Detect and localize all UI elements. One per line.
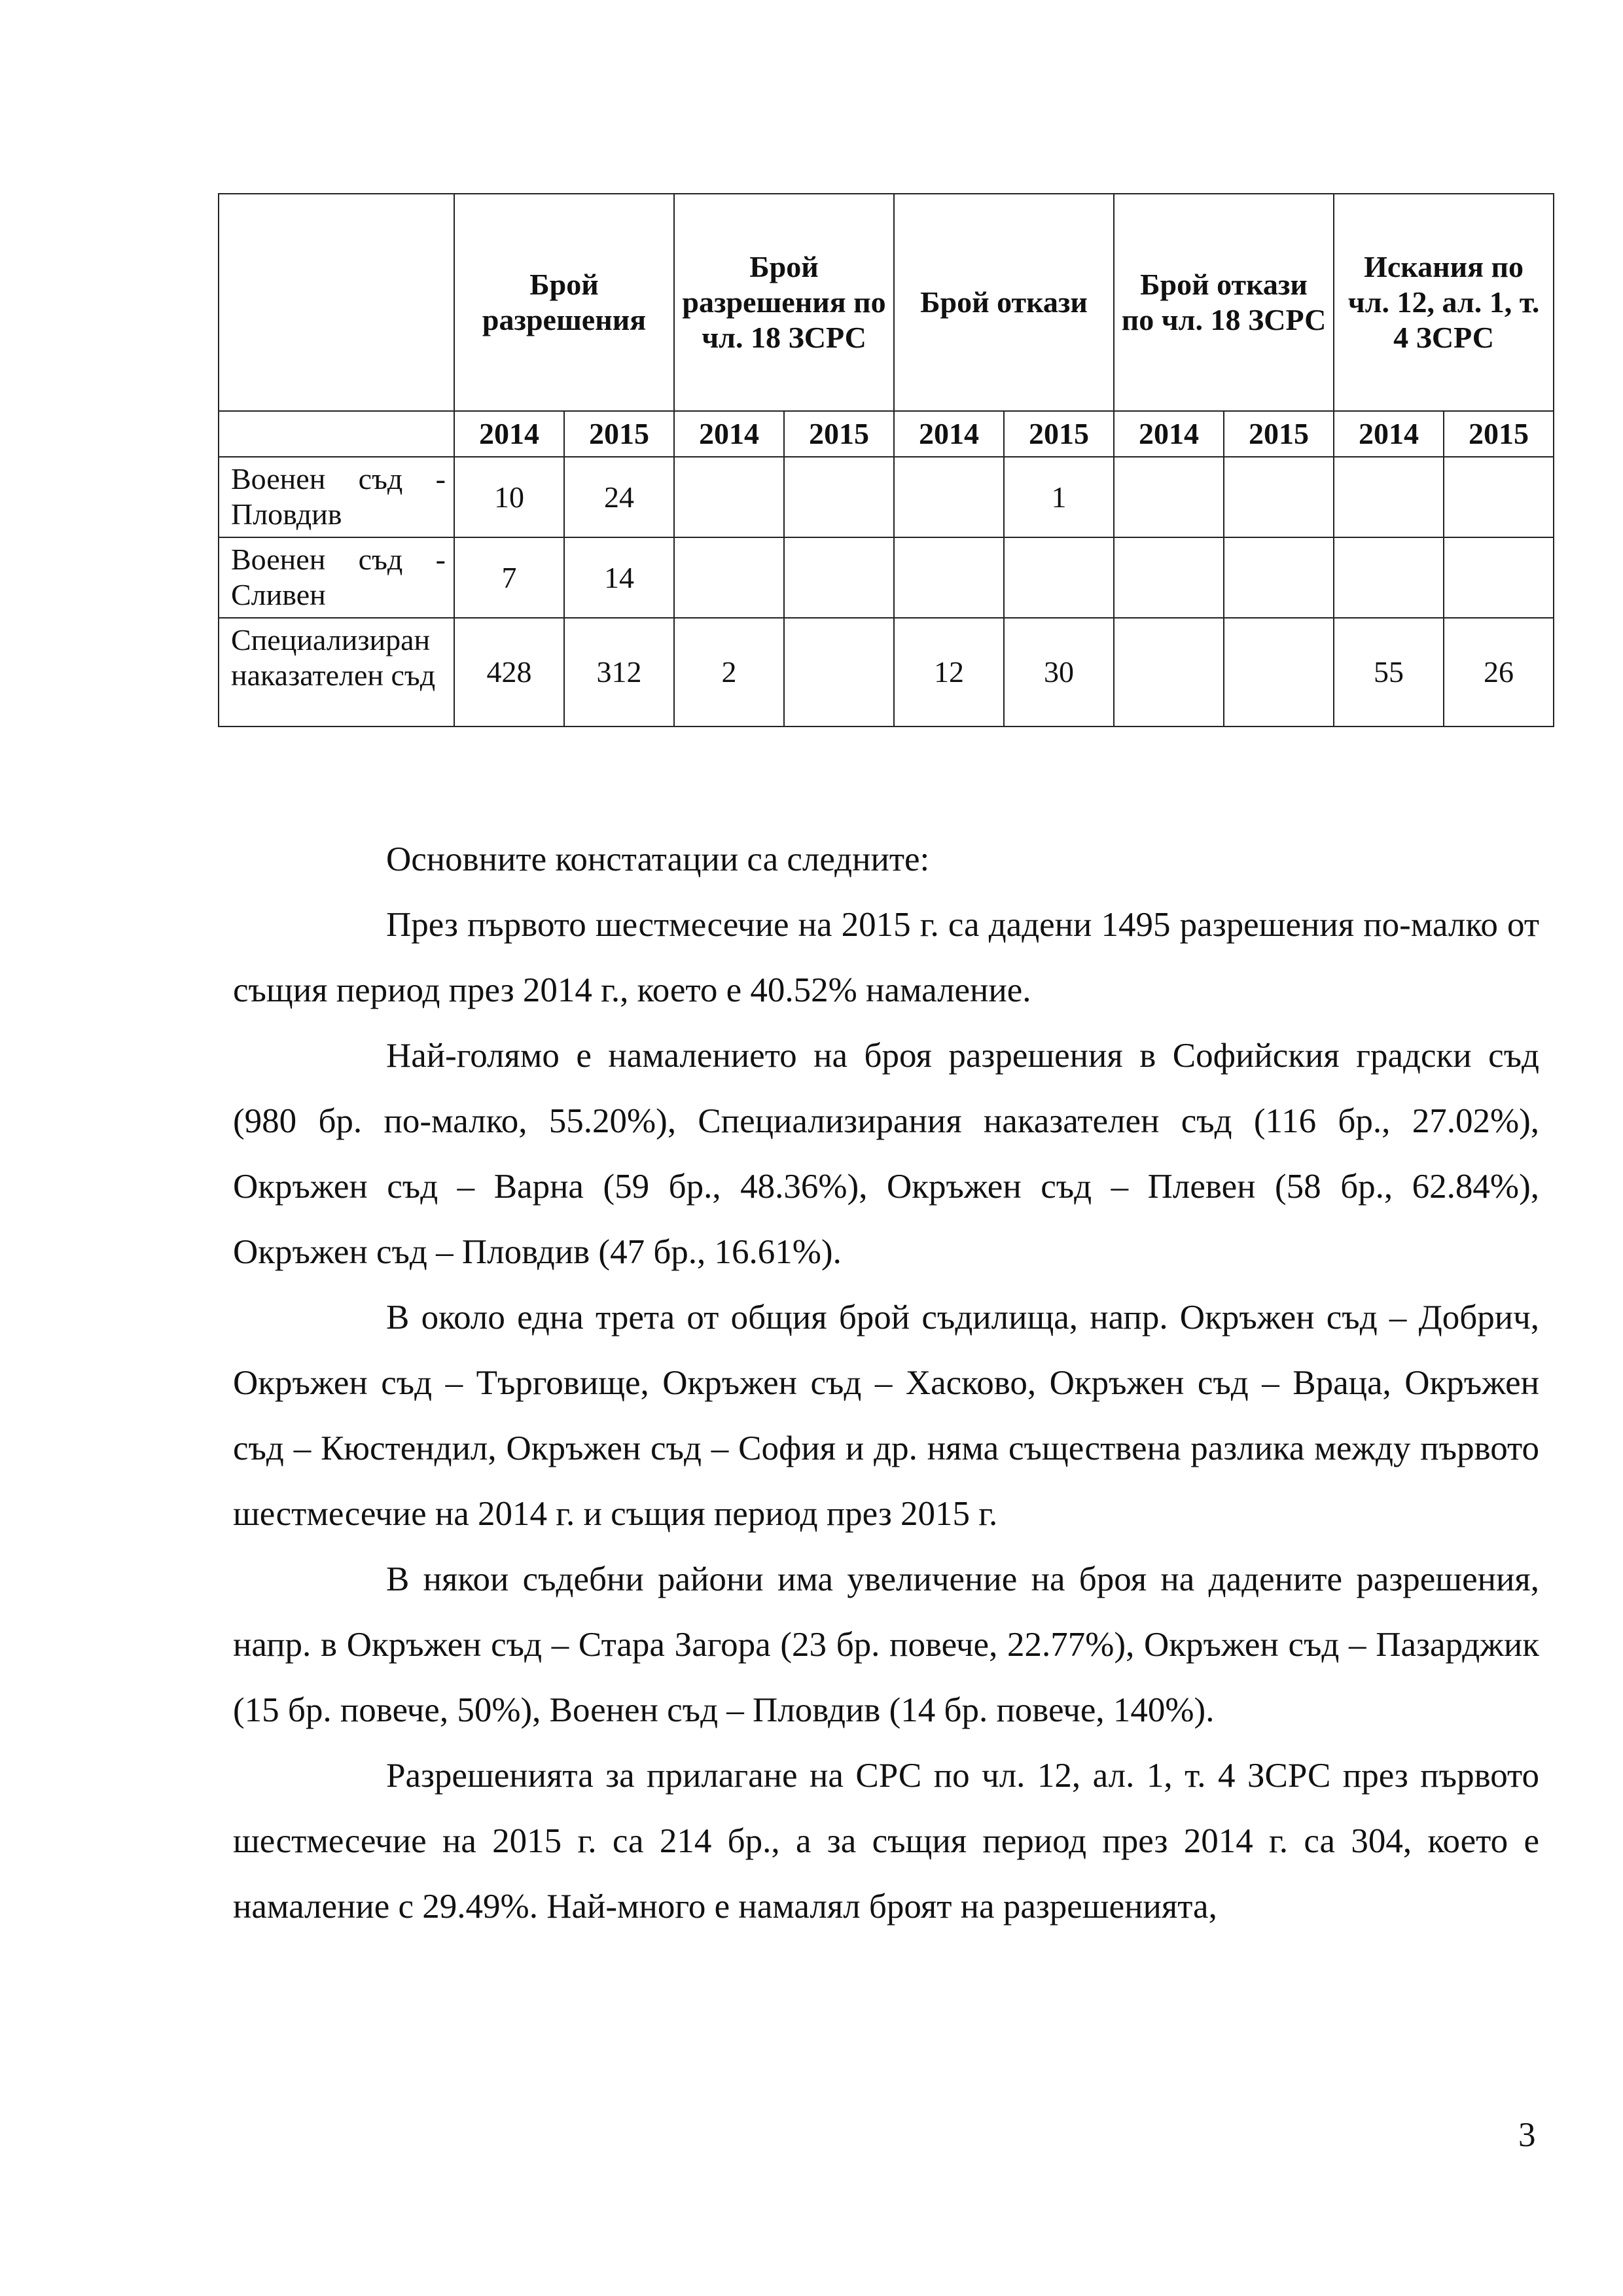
table-cell: 26 — [1444, 618, 1554, 726]
table-cell — [894, 457, 1004, 537]
year-header: 2015 — [1444, 411, 1554, 457]
statistics-table — [218, 193, 1554, 727]
column-group-header: Брой разрешения — [454, 194, 674, 411]
table-cell — [1224, 618, 1334, 726]
year-header: 2015 — [784, 411, 894, 457]
year-header: 2014 — [454, 411, 564, 457]
row-label: Специализиран наказателен съд — [219, 618, 454, 726]
table-cell — [1114, 618, 1224, 726]
column-group-header: Брой откази — [894, 194, 1114, 411]
table-cell — [1334, 537, 1444, 618]
table-cell — [1004, 537, 1114, 618]
page-number: 3 — [1518, 2116, 1536, 2154]
table-cell: 428 — [454, 618, 564, 726]
table-cell: 1 — [1004, 457, 1114, 537]
year-header: 2014 — [1334, 411, 1444, 457]
table-cell — [674, 537, 784, 618]
header-empty-cell — [219, 194, 454, 411]
year-header: 2014 — [1114, 411, 1224, 457]
paragraph: Основните констатации са следните: — [386, 840, 930, 878]
table-header-row — [219, 194, 1554, 411]
year-empty-cell — [219, 411, 454, 457]
table-cell — [1444, 537, 1554, 618]
paragraph: През първото шестмесечие на 2015 г. са дадени 1495 разрешения по-малко от същия период през 2014 г., което е 40.52% намаление. — [233, 906, 1539, 1009]
table-cell — [1114, 537, 1224, 618]
table-row — [219, 537, 1554, 618]
table-row — [219, 457, 1554, 537]
row-label: Военен съд - Сливен — [219, 537, 454, 618]
table-cell: 312 — [564, 618, 674, 726]
table-cell: 14 — [564, 537, 674, 618]
column-group-header: Брой откази по чл. 18 ЗСРС — [1114, 194, 1334, 411]
paragraph: В около една трета от общия брой съдилища, напр. Окръжен съд – Добрич, Окръжен съд – Търговище, Окръжен съд – Хасково, Окръжен съд – Враца, Окръжен съд – Кюстендил, Окръжен съд – София и др. няма съществена разлика между първото шестмесечие на 2014 г. и същия период през 2015 г. — [233, 1299, 1539, 1533]
year-header: 2015 — [1004, 411, 1114, 457]
table-cell: 30 — [1004, 618, 1114, 726]
table-cell — [784, 457, 894, 537]
row-label: Военен съд - Пловдив — [219, 457, 454, 537]
column-group-header: Брой разрешения по чл. 18 ЗСРС — [674, 194, 894, 411]
body-text — [233, 827, 1539, 1939]
year-header: 2014 — [894, 411, 1004, 457]
table-cell: 2 — [674, 618, 784, 726]
table-cell — [894, 537, 1004, 618]
table-cell: 55 — [1334, 618, 1444, 726]
table-cell — [1114, 457, 1224, 537]
column-group-header: Искания по чл. 12, ал. 1, т. 4 ЗСРС — [1334, 194, 1554, 411]
table-cell — [674, 457, 784, 537]
table-cell: 24 — [564, 457, 674, 537]
table-cell — [1334, 457, 1444, 537]
table-cell — [784, 537, 894, 618]
table-cell: 7 — [454, 537, 564, 618]
year-header: 2015 — [1224, 411, 1334, 457]
paragraph: Разрешенията за прилагане на СРС по чл. 12, ал. 1, т. 4 ЗСРС през първото шестмесечие на 2015 г. са 214 бр., а за същия период през 2014 г. са 304, което е намаление с 29.49%. Най-много е намалял броят на разрешенията, — [233, 1757, 1539, 1926]
table-cell: 12 — [894, 618, 1004, 726]
table-cell — [1224, 457, 1334, 537]
paragraph: В някои съдебни райони има увеличение на броя на дадените разрешения, напр. в Окръжен съд – Стара Загора (23 бр. повече, 22.77%), Окръжен съд – Пазарджик (15 бр. повече, 50%), Военен съд – Пловдив (14 бр. повече, 140%). — [233, 1560, 1539, 1729]
table-cell — [784, 618, 894, 726]
year-header: 2014 — [674, 411, 784, 457]
table-row — [219, 618, 1554, 726]
table-cell — [1444, 457, 1554, 537]
table-cell: 10 — [454, 457, 564, 537]
table-year-row — [219, 411, 1554, 457]
year-header: 2015 — [564, 411, 674, 457]
paragraph: Най-голямо е намалението на броя разрешения в Софийския градски съд (980 бр. по-малко, 55.20%), Специализирания наказателен съд (116 бр., 27.02%), Окръжен съд – Варна (59 бр., 48.36%), Окръжен съд – Плевен (58 бр., 62.84%), Окръжен съд – Пловдив (47 бр., 16.61%). — [233, 1037, 1539, 1271]
table-cell — [1224, 537, 1334, 618]
